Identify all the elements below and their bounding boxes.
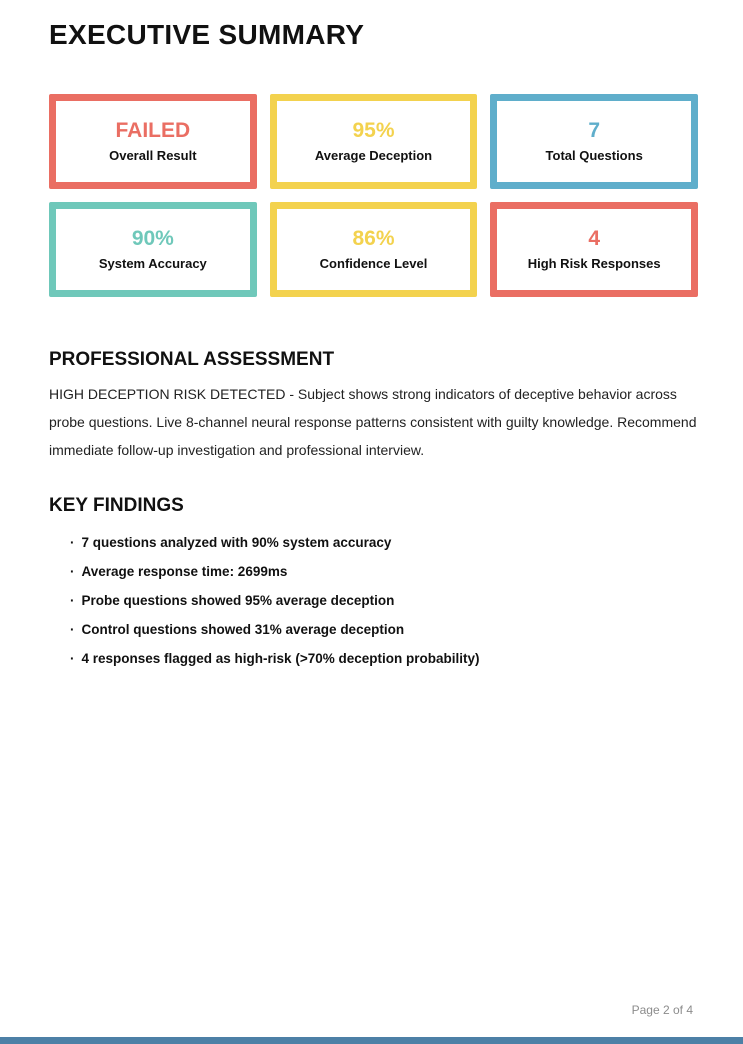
stat-card-label: Confidence Level xyxy=(319,256,428,271)
finding-item: · Probe questions showed 95% average deception xyxy=(70,586,698,615)
stat-card-label: Overall Result xyxy=(109,148,197,163)
assessment-heading: PROFESSIONAL ASSESSMENT xyxy=(49,349,335,370)
page-number: Page 2 of 4 xyxy=(631,1003,693,1017)
finding-item: · Average response time: 2699ms xyxy=(70,557,698,586)
stat-card xyxy=(490,94,698,189)
stat-card-label: System Accuracy xyxy=(98,256,207,271)
stat-card xyxy=(49,202,257,297)
key-findings-list xyxy=(49,528,698,673)
page-title: EXECUTIVE SUMMARY xyxy=(49,19,365,50)
stat-card-label: High Risk Responses xyxy=(527,256,661,271)
stat-card xyxy=(490,202,698,297)
stat-card xyxy=(49,94,257,189)
stat-card-label: Total Questions xyxy=(545,148,643,163)
stat-card xyxy=(270,202,478,297)
footer-accent-bar xyxy=(0,1037,743,1044)
stat-card-value: 90% xyxy=(131,227,174,250)
stat-card-value: 95% xyxy=(352,119,395,142)
finding-item: · 7 questions analyzed with 90% system accuracy xyxy=(70,528,698,557)
key-findings-heading: KEY FINDINGS xyxy=(49,495,184,516)
finding-item: · 4 responses flagged as high-risk (>70% deception probability) xyxy=(70,644,698,673)
stat-card-value: FAILED xyxy=(115,119,191,142)
stat-card xyxy=(270,94,478,189)
stat-cards-grid xyxy=(49,94,698,297)
stat-card-value: 86% xyxy=(352,227,395,250)
stat-card-label: Average Deception xyxy=(314,148,433,163)
stat-card-value: 4 xyxy=(588,227,600,250)
stat-card-value: 7 xyxy=(588,119,600,142)
assessment-body: HIGH DECEPTION RISK DETECTED - Subject shows strong indicators of deceptive behavior across probe questions. Live 8-channel neural response patterns consistent with guilty knowledge. Recommend immediate follow-up investigation and professional interview. xyxy=(49,386,697,458)
finding-item: · Control questions showed 31% average deception xyxy=(70,615,698,644)
